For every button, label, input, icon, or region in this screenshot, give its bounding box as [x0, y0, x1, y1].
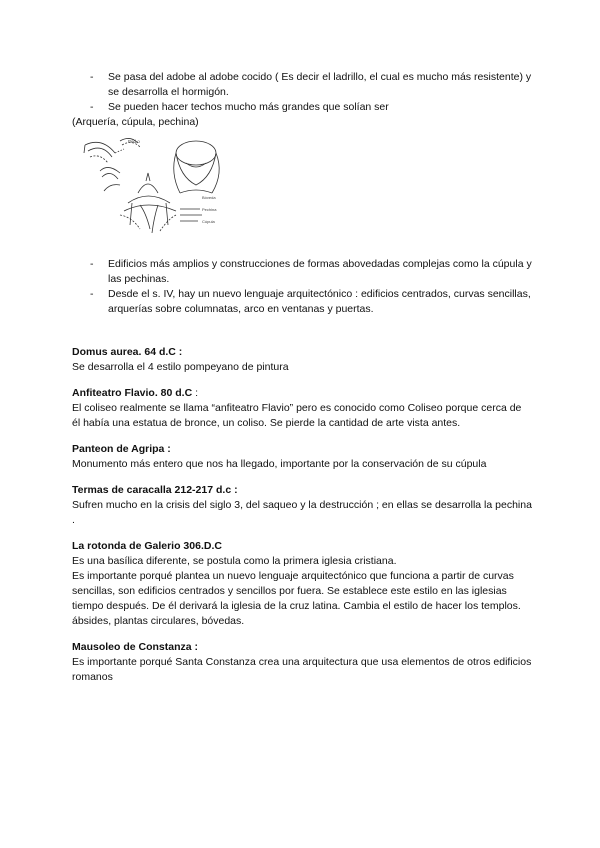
mid-bullet-list — [72, 257, 532, 317]
section-anfiteatro-flavio — [72, 386, 532, 431]
bullet-item — [72, 287, 532, 317]
section-body — [72, 498, 532, 528]
paren-note: (Arquería, cúpula, pechina) — [72, 116, 199, 128]
section-heading — [72, 345, 532, 360]
section-heading-text: Domus aurea. 64 d.C : — [72, 346, 183, 358]
bullet-marker: - — [90, 288, 94, 300]
section-heading-suffix: : — [192, 387, 199, 399]
sketch-label: Ped.o — [128, 139, 140, 144]
section-body — [72, 360, 532, 375]
section-body — [72, 401, 532, 431]
section-rotonda-galerio — [72, 539, 532, 629]
bullet-marker: - — [90, 258, 94, 270]
bullet-marker: - — [90, 71, 94, 83]
paragraph: Es importante porqué plantea un nuevo lenguaje arquitectónico que funciona a partir de curvas sencillas, son edificios centrados y sencillos por fuera. Se establece este estilo en las iglesias tiempo después. De él derivará la iglesia de la cruz latina. Cambia el estilo de hacer los templos. — [72, 570, 521, 612]
section-body — [72, 655, 532, 685]
bullet-text: Se pueden hacer techos mucho más grandes que solían ser — [108, 101, 389, 113]
bullet-text: Edificios más amplios y construcciones de formas abovedadas complejas como la cúpula y las pechinas. — [108, 258, 532, 285]
section-body — [72, 554, 532, 629]
section-heading — [72, 640, 532, 655]
bullet-text: Desde el s. IV, hay un nuevo lenguaje arquitectónico : edificios centrados, curvas sencillas, arquerías sobre columnatas, arco en ventanas y puertas. — [108, 288, 531, 315]
monument-sections — [72, 345, 532, 696]
paragraph: Monumento más entero que nos ha llegado, importante por la conservación de su cúpula — [72, 458, 487, 470]
bullet-marker: - — [90, 101, 94, 113]
section-heading — [72, 442, 532, 457]
section-body — [72, 457, 532, 472]
sketch-label: Pechina — [202, 207, 217, 212]
section-mausoleo-constanza — [72, 640, 532, 685]
section-heading — [72, 386, 532, 401]
bullet-item — [72, 100, 532, 115]
section-domus-aurea — [72, 345, 532, 375]
section-heading-text: Anfiteatro Flavio. 80 d.C — [72, 387, 193, 399]
sketch-label: Cúpula — [202, 219, 215, 224]
dome-pendentive-sketch — [80, 133, 230, 245]
paragraph: El coliseo realmente se llama “anfiteatro Flavio” pero es conocido como Coliseo porque cerca de él había una estatua de bronce, un coliso. Se pierde la cantidad de arte vista antes. — [72, 402, 522, 429]
section-heading-text: La rotonda de Galerio 306.D.C — [72, 540, 222, 552]
section-termas-caracalla — [72, 483, 532, 528]
architecture-sketch-figure — [80, 133, 230, 245]
section-heading-text: Termas de caracalla 212-217 d.c : — [72, 484, 238, 496]
top-bullet-list — [72, 70, 532, 115]
bullet-item — [72, 257, 532, 287]
bullet-item — [72, 70, 532, 100]
paragraph: Sufren mucho en la crisis del siglo 3, del saqueo y la destrucción ; en ellas se desarrolla la pechina . — [72, 499, 532, 526]
section-heading-text: Panteon de Agripa : — [72, 443, 171, 455]
paragraph: Es una basílica diferente, se postula como la primera iglesia cristiana. — [72, 555, 397, 567]
section-heading — [72, 483, 532, 498]
section-panteon-agripa — [72, 442, 532, 472]
section-heading-text: Mausoleo de Constanza : — [72, 641, 199, 653]
section-heading — [72, 539, 532, 554]
paragraph: Es importante porqué Santa Constanza crea una arquitectura que usa elementos de otros edificios romanos — [72, 656, 532, 683]
paragraph: ábsides, plantas circulares, bóvedas. — [72, 615, 245, 627]
sketch-label: Bóveda — [202, 195, 216, 200]
bullet-text: Se pasa del adobe al adobe cocido ( Es decir el ladrillo, el cual es mucho más resistente) y se desarrolla el hormigón. — [108, 71, 532, 98]
paragraph: Se desarrolla el 4 estilo pompeyano de pintura — [72, 361, 289, 373]
